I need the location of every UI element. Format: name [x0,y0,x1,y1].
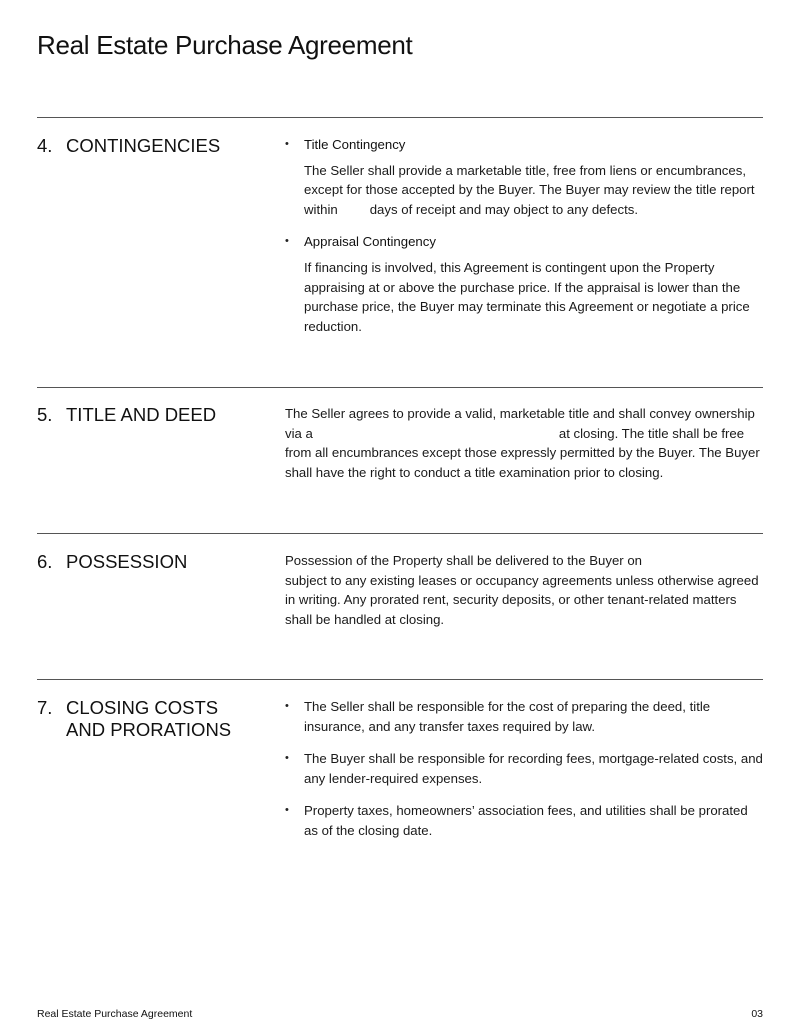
section-name: TITLE AND DEED [66,404,217,425]
section-number: 6. [37,551,53,572]
list-item [285,135,763,219]
divider [37,387,763,388]
text-segment: The Seller shall provide a marketable title, free from liens or encumbrances, except for those accepted by the Buyer. The Buyer may review the title report within [304,162,755,217]
subsection-title: Title Contingency [304,137,406,152]
bullet-icon: • [285,235,289,248]
text-segment: at closing. The title shall be free from all encumbrances except those expressly permitted by the Buyer. The Buyer shall have the right to conduct a title examination prior to closing. [285,425,760,480]
section-heading [37,135,277,157]
section-number: 7. [37,697,53,718]
paragraph: If financing is involved, this Agreement is contingent upon the Property appraising at or above the purchase price. If the appraisal is lower than the purchase price, the Buyer may terminate this Agreement or negotiate a price reduction. [304,259,750,334]
paragraph: Property taxes, homeowners’ association fees, and utilities shall be prorated as of the closing date. [304,803,748,838]
footer-label: Real Estate Purchase Agreement [37,1008,193,1020]
text-segment: Possession of the Property shall be delivered to the Buyer on [285,553,643,568]
section-body [285,135,763,336]
section-body [285,404,763,482]
section-title-and-deed [37,404,763,514]
paragraph [304,161,763,220]
list-item [285,697,763,736]
section-contingencies [37,135,763,365]
section-number: 4. [37,135,53,156]
paragraph: The Buyer shall be responsible for recording fees, mortgage-related costs, and any lender-required expenses. [304,751,763,786]
section-closing-costs [37,697,763,857]
divider [37,533,763,534]
paragraph [285,404,763,482]
divider [37,117,763,118]
bullet-icon: • [285,804,289,817]
section-body [285,697,763,841]
text-segment: days of receipt and may object to any defects. [369,201,639,217]
section-name-line: CLOSING COSTS [66,697,219,718]
paragraph [285,551,763,629]
list-item [285,749,763,788]
section-heading [37,404,277,426]
section-body [285,551,763,629]
bullet-icon: • [285,138,289,150]
bullet-icon: • [285,752,289,765]
section-heading [37,697,277,741]
section-possession [37,551,763,661]
section-name-line: AND PRORATIONS [66,719,232,740]
subsection-title: Appraisal Contingency [304,234,436,250]
text-segment: subject to any existing leases or occupancy agreements unless otherwise agreed in writing. Any prorated rent, security deposits, or other tenant-related matters shall be handled at closing. [285,572,759,627]
list-item [285,801,763,840]
divider [37,679,763,680]
section-name: POSSESSION [66,551,188,572]
text-segment: The Seller agrees to provide a valid, marketable title and shall convey ownership via a [285,406,755,441]
section-name: CONTINGENCIES [66,135,221,156]
page-number: 03 [751,1008,763,1020]
document-title: Real Estate Purchase Agreement [37,30,413,60]
section-heading [37,551,277,573]
paragraph: The Seller shall be responsible for the cost of preparing the deed, title insurance, and any transfer taxes required by law. [304,699,711,734]
section-number: 5. [37,404,53,425]
section-name [66,697,277,741]
list-item [285,232,763,336]
bullet-icon: • [285,700,289,712]
